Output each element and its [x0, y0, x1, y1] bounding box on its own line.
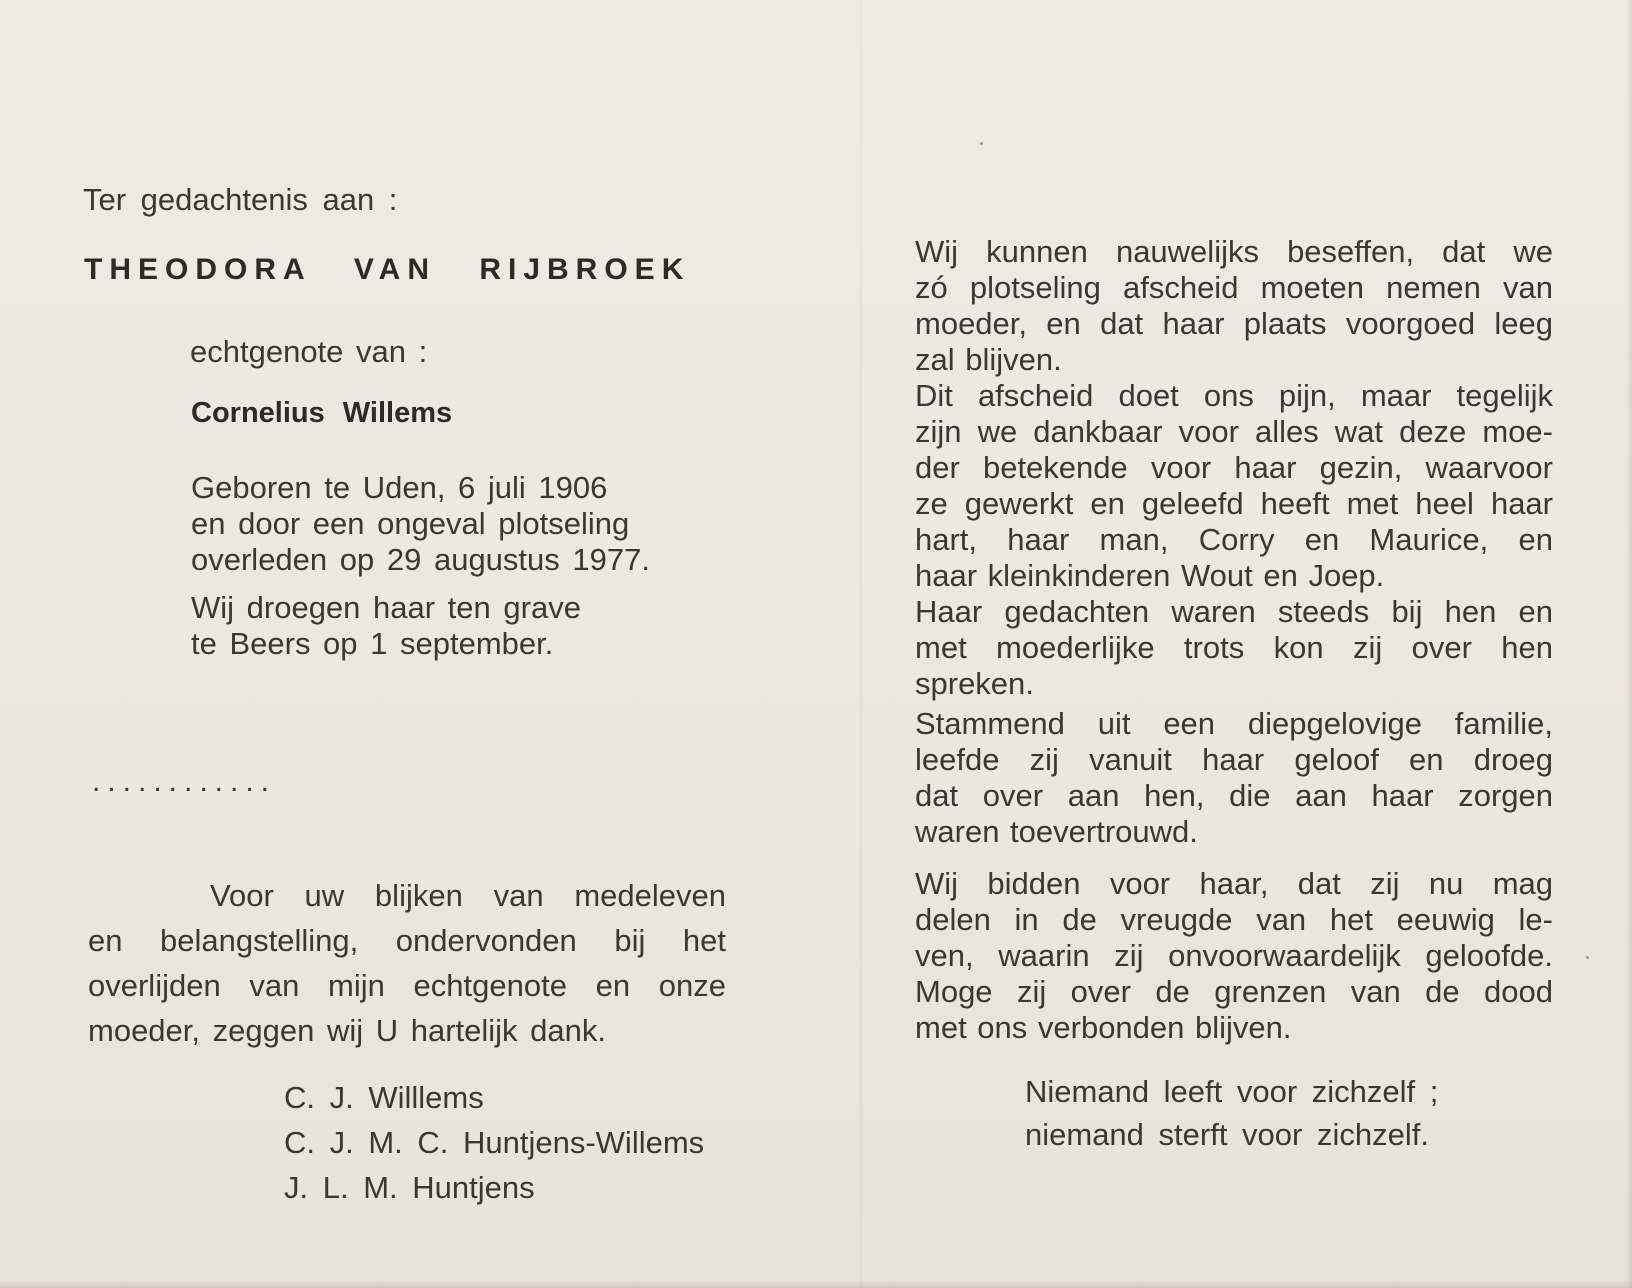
tribute-line: met ons verbonden blijven. — [915, 1010, 1292, 1045]
signature-line: J. L. M. Huntjens — [284, 1170, 535, 1205]
closing-verse — [1025, 1070, 1438, 1156]
spouse-name: Cornelius Willems — [191, 397, 453, 429]
tribute-line: spreken. — [915, 666, 1034, 701]
tribute-line: ze gewerkt en geleefd heeft met heel haar — [915, 486, 1553, 521]
paper-speck — [1586, 956, 1589, 959]
thanks-line: overlijden van mijn echtgenote en onze — [88, 968, 726, 1003]
tribute-line: zijn we dankbaar voor alles wat deze moe- — [915, 414, 1553, 449]
tribute-line: delen in de vreugde van het eeuwig le- — [915, 902, 1553, 937]
tribute-line: haar kleinkinderen Wout en Joep. — [915, 558, 1385, 593]
signature-line: C. J. M. C. Huntjens-Willems — [284, 1125, 705, 1160]
tribute-line: zó plotseling afscheid moeten nemen van — [915, 270, 1553, 305]
tribute-paragraph — [915, 378, 1553, 594]
tribute-line: moeder, en dat haar plaats voorgoed leeg — [915, 306, 1553, 341]
tribute-line: ven, waarin zij onvoorwaardelijk geloofde. — [915, 938, 1553, 973]
card-right-edge-shadow — [1626, 0, 1632, 1288]
tribute-paragraph — [915, 866, 1553, 1046]
dotted-separator: ............ — [92, 765, 277, 798]
thanks-line: moeder, zeggen wij U hartelijk dank. — [88, 1013, 606, 1048]
burial-line: Wij droegen haar ten grave — [191, 590, 581, 625]
tribute-line: met moederlijke trots kon zij over hen — [915, 630, 1553, 665]
tribute-paragraph — [915, 594, 1553, 702]
thanks-line: Voor uw blijken van medeleven — [210, 878, 726, 913]
tribute-line: der betekende voor haar gezin, waarvoor — [915, 450, 1553, 485]
card-fold-line — [860, 0, 862, 1288]
tribute-line: dat over aan hen, die aan haar zorgen — [915, 778, 1553, 813]
burial-block — [191, 590, 581, 662]
tribute-line: leefde zij vanuit haar geloof en droeg — [915, 742, 1553, 777]
signatures-block — [284, 1075, 704, 1210]
spouse-label: echtgenote van : — [190, 334, 428, 369]
tribute-line: Moge zij over de grenzen van de dood — [915, 974, 1553, 1009]
intro-line: Ter gedachtenis aan : — [83, 182, 398, 217]
tribute-line: waren toevertrouwd. — [915, 814, 1198, 849]
closing-line: niemand sterft voor zichzelf. — [1025, 1117, 1429, 1152]
birth-death-line: en door een ongeval plotseling — [191, 506, 630, 541]
tribute-line: Stammend uit een diepgelovige familie, — [915, 706, 1553, 741]
tribute-line: Dit afscheid doet ons pijn, maar tegelijk — [915, 378, 1553, 413]
thanks-line: en belangstelling, ondervonden bij het — [88, 923, 726, 958]
tribute-line: hart, haar man, Corry en Maurice, en — [915, 522, 1553, 557]
birth-death-line: Geboren te Uden, 6 juli 1906 — [191, 470, 608, 505]
closing-line: Niemand leeft voor zichzelf ; — [1025, 1074, 1439, 1109]
burial-line: te Beers op 1 september. — [191, 626, 554, 661]
tribute-line: Wij bidden voor haar, dat zij nu mag — [915, 866, 1553, 901]
tribute-line: zal blijven. — [915, 342, 1062, 377]
deceased-name: THEODORA VAN RIJBROEK — [84, 253, 691, 286]
tribute-paragraph — [915, 706, 1553, 850]
birth-death-block — [191, 470, 650, 578]
tribute-paragraph — [915, 234, 1553, 378]
birth-death-line: overleden op 29 augustus 1977. — [191, 542, 650, 577]
card-bottom-edge-shadow — [0, 1280, 1632, 1288]
signature-line: C. J. Willlems — [284, 1080, 484, 1115]
thanks-paragraph — [88, 873, 726, 1053]
tribute-line: Haar gedachten waren steeds bij hen en — [915, 594, 1553, 629]
tribute-line: Wij kunnen nauwelijks beseffen, dat we — [915, 234, 1553, 269]
paper-speck — [980, 142, 983, 145]
